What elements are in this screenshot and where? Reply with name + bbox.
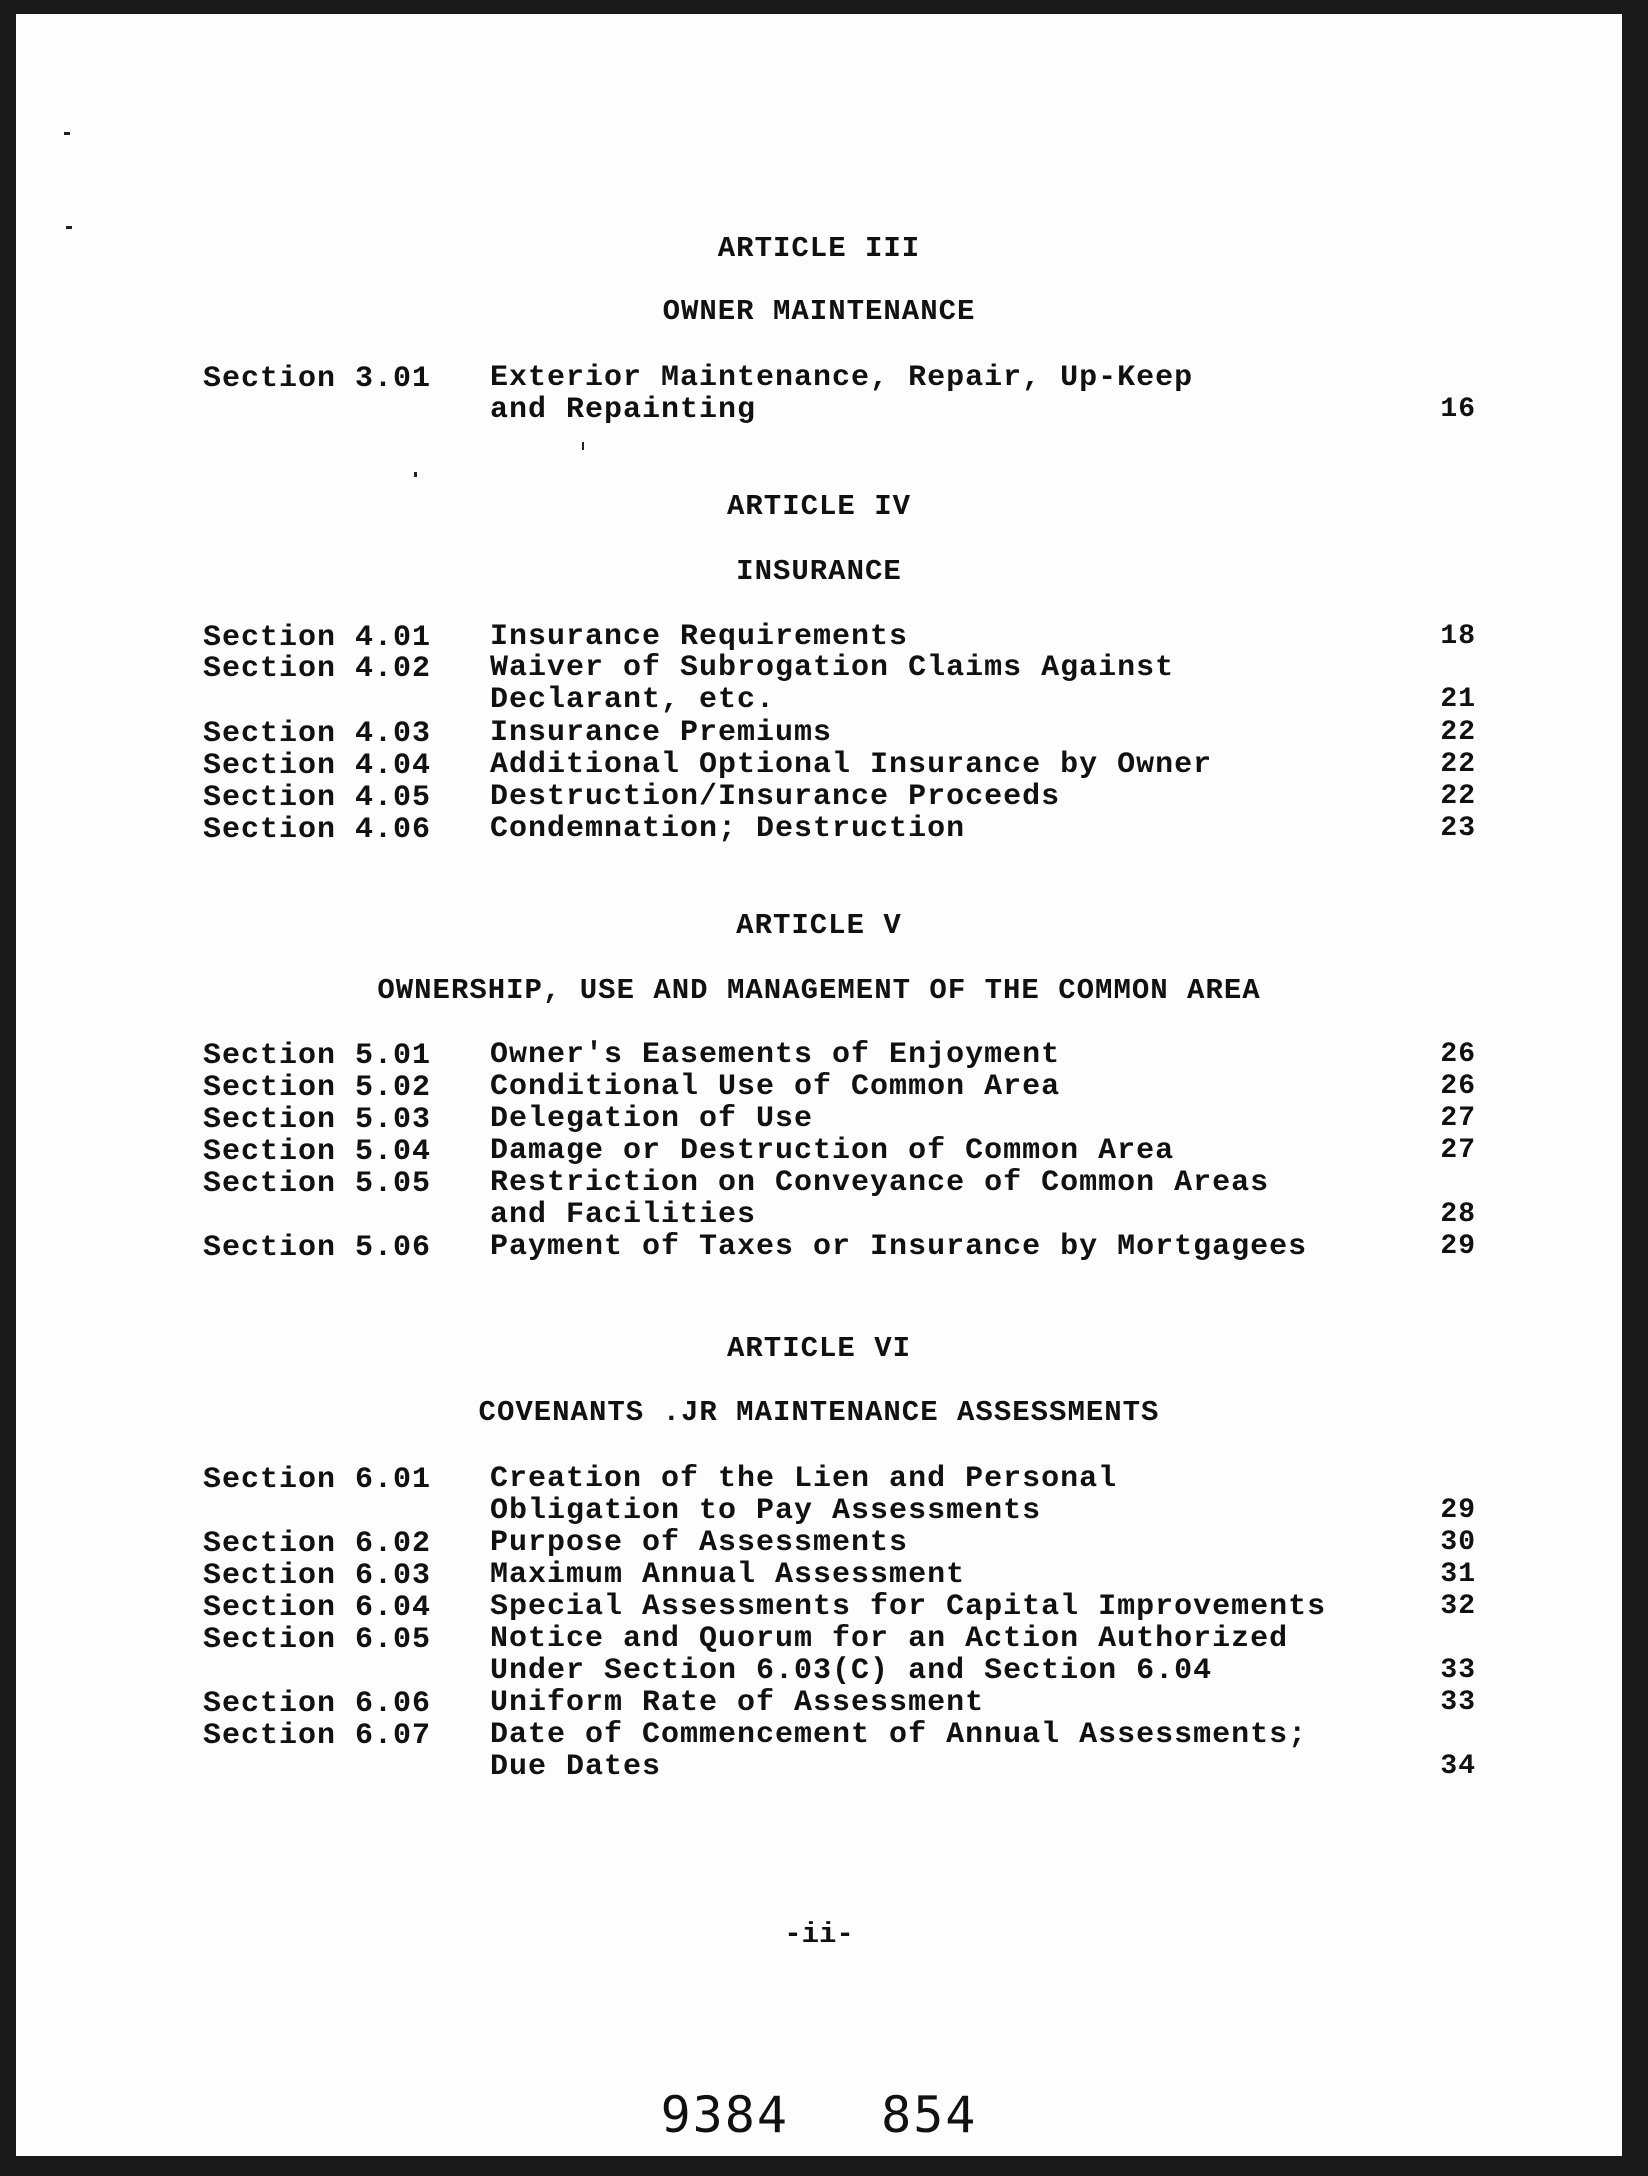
article-subheading: COVENANTS .JR MAINTENANCE ASSESSMENTS <box>478 1396 1160 1429</box>
section-label: Section 4.06 <box>203 813 432 847</box>
article-subheading: INSURANCE <box>736 555 902 588</box>
section-label: Section 5.03 <box>203 1103 432 1137</box>
section-page-number: 18 <box>1440 621 1476 652</box>
article-subheading: OWNERSHIP, USE AND MANAGEMENT OF THE COMMON AREA <box>377 974 1261 1007</box>
section-label: Section 5.01 <box>203 1039 432 1073</box>
section-label: Section 4.02 <box>203 652 432 686</box>
section-title: Payment of Taxes or Insurance by Mortgagees <box>490 1230 1308 1264</box>
section-title: and Repainting <box>490 393 757 427</box>
section-title: Insurance Premiums <box>490 716 833 750</box>
section-page-number: 30 <box>1440 1527 1476 1558</box>
section-title: Notice and Quorum for an Action Authorized <box>490 1622 1289 1656</box>
section-title: Due Dates <box>490 1750 662 1784</box>
section-page-number: 33 <box>1440 1655 1476 1686</box>
scan-speck <box>582 442 584 450</box>
section-label: Section 3.01 <box>203 362 432 396</box>
scan-speck <box>66 226 72 229</box>
section-page-number: 32 <box>1440 1591 1476 1622</box>
section-page-number: 23 <box>1440 813 1476 844</box>
section-page-number: 31 <box>1440 1559 1476 1590</box>
section-title: Maximum Annual Assessment <box>490 1558 966 1592</box>
section-page-number: 16 <box>1440 394 1476 425</box>
section-title: Uniform Rate of Assessment <box>490 1686 985 1720</box>
section-page-number: 28 <box>1440 1199 1476 1230</box>
section-page-number: 26 <box>1440 1039 1476 1070</box>
scan-speck <box>414 472 417 477</box>
section-title: Conditional Use of Common Area <box>490 1070 1061 1104</box>
section-label: Section 6.01 <box>203 1463 432 1497</box>
section-page-number: 34 <box>1440 1751 1476 1782</box>
section-title: Restriction on Conveyance of Common Areas <box>490 1166 1270 1200</box>
section-title: Damage or Destruction of Common Area <box>490 1134 1175 1168</box>
section-page-number: 26 <box>1440 1071 1476 1102</box>
section-title: Additional Optional Insurance by Owner <box>490 748 1213 782</box>
section-label: Section 5.05 <box>203 1167 432 1201</box>
section-title: and Facilities <box>490 1198 757 1232</box>
section-label: Section 6.05 <box>203 1623 432 1657</box>
section-title: Delegation of Use <box>490 1102 814 1136</box>
section-page-number: 22 <box>1440 717 1476 748</box>
document-page <box>16 14 1622 2156</box>
section-title: Special Assessments for Capital Improvements <box>490 1590 1327 1624</box>
section-label: Section 4.03 <box>203 717 432 751</box>
article-heading: ARTICLE V <box>736 909 902 942</box>
article-heading: ARTICLE VI <box>726 1332 912 1365</box>
section-label: Section 4.04 <box>203 749 432 783</box>
document-number: 9384 854 <box>660 2086 978 2144</box>
section-page-number: 22 <box>1440 781 1476 812</box>
section-title: Obligation to Pay Assessments <box>490 1494 1042 1528</box>
section-page-number: 27 <box>1440 1135 1476 1166</box>
section-title: Owner's Easements of Enjoyment <box>490 1038 1061 1072</box>
section-page-number: 33 <box>1440 1687 1476 1718</box>
section-page-number: 27 <box>1440 1103 1476 1134</box>
article-heading: ARTICLE III <box>717 232 921 265</box>
section-title: Under Section 6.03(C) and Section 6.04 <box>490 1654 1213 1688</box>
table-of-contents <box>16 14 1622 2156</box>
section-label: Section 5.04 <box>203 1135 432 1169</box>
section-page-number: 29 <box>1440 1231 1476 1262</box>
section-title: Creation of the Lien and Personal <box>490 1462 1118 1496</box>
section-title: Destruction/Insurance Proceeds <box>490 780 1061 814</box>
section-page-number: 29 <box>1440 1495 1476 1526</box>
section-title: Date of Commencement of Annual Assessments; <box>490 1718 1308 1752</box>
scan-speck <box>64 132 70 135</box>
section-title: Insurance Requirements <box>490 620 909 654</box>
section-title: Purpose of Assessments <box>490 1526 909 1560</box>
section-label: Section 6.04 <box>203 1591 432 1625</box>
section-title: Waiver of Subrogation Claims Against <box>490 651 1175 685</box>
section-label: Section 6.07 <box>203 1719 432 1753</box>
section-label: Section 6.06 <box>203 1687 432 1721</box>
section-label: Section 6.03 <box>203 1559 432 1593</box>
section-page-number: 22 <box>1440 749 1476 780</box>
section-page-number: 21 <box>1440 684 1476 715</box>
page-number: -ii- <box>784 1918 854 1951</box>
article-heading: ARTICLE IV <box>726 490 912 523</box>
section-label: Section 6.02 <box>203 1527 432 1561</box>
section-label: Section 4.01 <box>203 621 432 655</box>
section-title: Condemnation; Destruction <box>490 812 966 846</box>
section-label: Section 4.05 <box>203 781 432 815</box>
section-label: Section 5.06 <box>203 1231 432 1265</box>
section-title: Declarant, etc. <box>490 683 776 717</box>
section-title: Exterior Maintenance, Repair, Up-Keep <box>490 361 1194 395</box>
section-label: Section 5.02 <box>203 1071 432 1105</box>
article-subheading: OWNER MAINTENANCE <box>662 295 976 328</box>
